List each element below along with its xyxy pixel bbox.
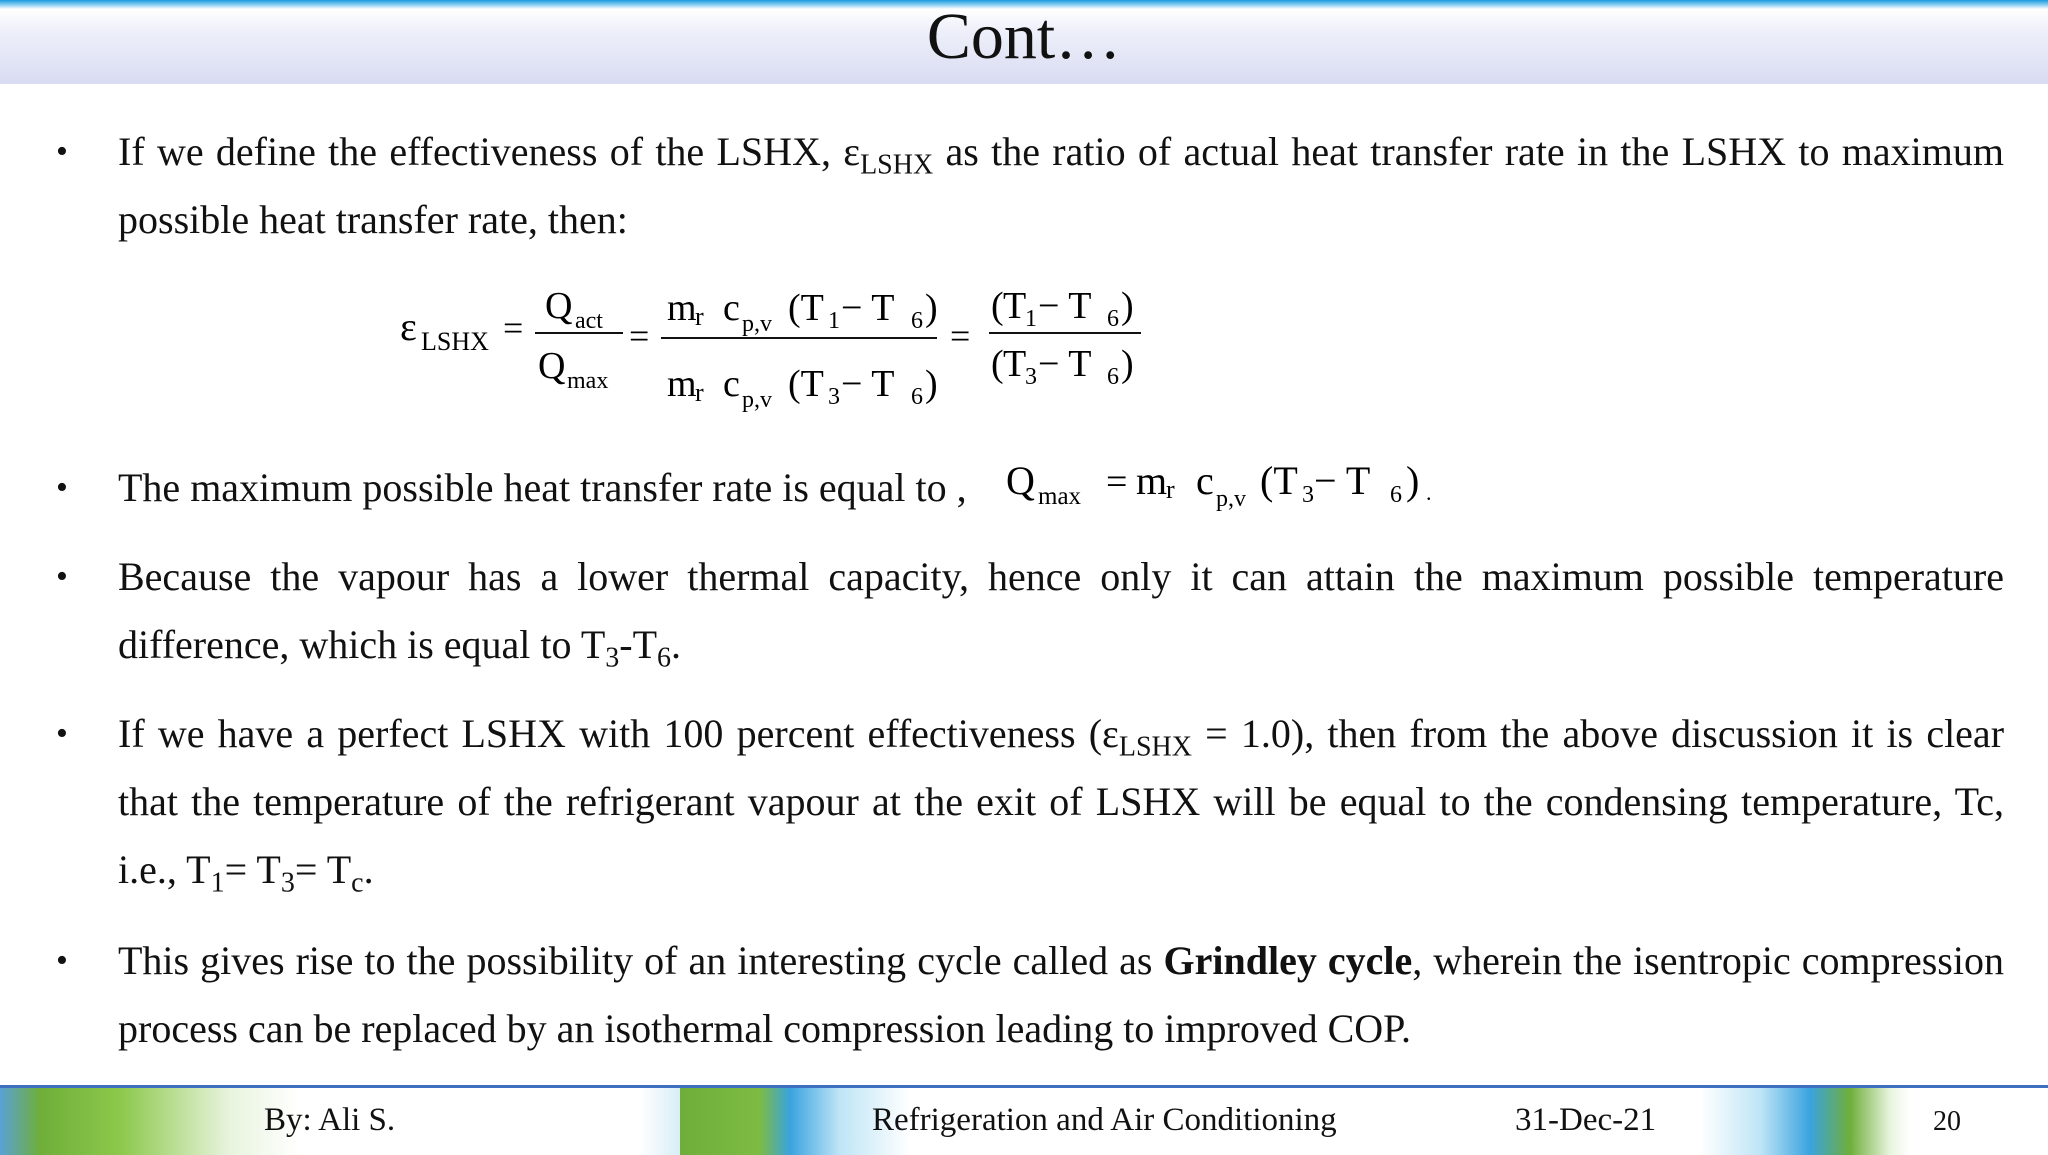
formula-rhs-den-t3-sub: 3	[1025, 364, 1037, 390]
formula-epsilon: ε	[400, 304, 417, 349]
slide-footer	[0, 1085, 2048, 1155]
formula-rhs-num-t6: − T	[1038, 285, 1092, 327]
formula-num-t1: (T	[788, 287, 824, 329]
formula-rhs-den-t3: T	[1003, 343, 1027, 385]
qmax-close: )	[1406, 458, 1420, 503]
effectiveness-formula	[395, 268, 1155, 423]
formula-rhs-den-close: )	[1121, 343, 1134, 385]
formula-num-c-sub: p,v	[742, 311, 772, 337]
grindley-cycle-term: Grindley cycle	[1163, 938, 1413, 983]
qmax-q-sub: max	[1038, 483, 1082, 510]
formula-num-t6: − T	[841, 287, 895, 329]
formula-rhs-den-t6-sub: 6	[1107, 364, 1119, 390]
formula-den-c-sub: p,v	[742, 387, 772, 413]
formula-rhs-den-t6: − T	[1038, 343, 1092, 385]
qmax-c-sub: p,v	[1216, 486, 1246, 512]
footer-date: 31-Dec-21	[1515, 1102, 1657, 1138]
formula-rhs-num-t1: T	[1003, 285, 1027, 327]
formula-num-r: r	[695, 302, 704, 331]
bullet-dot: •	[56, 133, 68, 170]
formula-num-close: )	[925, 287, 938, 329]
slide-title: Cont…	[926, 0, 1122, 73]
formula-num-t1-sub: 1	[828, 308, 840, 334]
formula-q-act: Q	[545, 285, 573, 327]
qmax-t6: − T	[1314, 458, 1371, 503]
formula-eq-3: =	[950, 316, 971, 356]
qmax-t6-sub: 6	[1390, 482, 1402, 508]
bullet-perfect-lshx: • If we have a perfect LSHX with 100 percent effectiveness $(\varepsilon_{LSHX} = 1.0)$, then from the above discussion it is clear that the temperature of the refrigerant vapour at the exit of LSHX will be equal to the condensing temperature, Tc, i.e., $T_1= T_3= T_c$.	[118, 700, 2004, 904]
formula-den-t3-sub: 3	[828, 384, 840, 410]
bullet-grindley-cycle: • This gives rise to the possibility of an interesting cycle called as Grindley cycle, wherein the isentropic compression process can be replaced by an isothermal compression leading to improved COP.	[118, 927, 2004, 1063]
formula-eq-1: =	[503, 308, 524, 348]
footer-page-number: 20	[1933, 1106, 1961, 1137]
formula-num-m: m	[667, 287, 697, 329]
qmax-eq: =	[1106, 461, 1128, 503]
formula-rhs-den-open: (	[991, 343, 1004, 385]
bullet-dot: •	[56, 558, 68, 595]
formula-den-close: )	[925, 363, 938, 405]
footer-author: By: Ali S.	[264, 1102, 396, 1138]
formula-den-m: m	[667, 363, 697, 405]
qmax-m: m	[1136, 458, 1168, 503]
footer-course-title: Refrigeration and Air Conditioning	[872, 1102, 1337, 1138]
slide-header	[0, 0, 2048, 84]
formula-rhs-num-t1-sub: 1	[1025, 306, 1037, 332]
formula-rhs-num-t6-sub: 6	[1107, 306, 1119, 332]
formula-den-r: r	[695, 378, 704, 407]
formula-q-max: Q	[538, 345, 566, 387]
bullet-vapour-capacity: • Because the vapour has a lower thermal capacity, hence only it can attain the maximum possible temperature difference, which is equal to $T_3-T_6$.	[118, 543, 2004, 679]
formula-epsilon-sub: LSHX	[421, 327, 489, 356]
bullet-dot: •	[56, 715, 68, 752]
bullet-dot: •	[56, 469, 68, 506]
formula-eq-2: =	[629, 316, 650, 356]
formula-rhs-num-open: (	[991, 285, 1004, 327]
bullet-effectiveness-definition: • If we define the effectiveness of the LSHX, $\varepsilon_{LSHX}$ as the ratio of actual heat transfer rate in the LSHX to maximum possible heat transfer rate, then:	[118, 118, 2004, 254]
qmax-t3: (T	[1260, 458, 1298, 503]
qmax-q: Q	[1006, 458, 1035, 503]
formula-q-max-sub: max	[567, 368, 609, 394]
qmax-m-r: r	[1166, 475, 1175, 504]
qmax-formula	[1002, 448, 1462, 523]
formula-den-t3: (T	[788, 363, 824, 405]
formula-den-t6-sub: 6	[911, 384, 923, 410]
qmax-c: c	[1196, 458, 1214, 503]
formula-rhs-num-close: )	[1121, 285, 1134, 327]
qmax-t3-sub: 3	[1302, 482, 1314, 508]
formula-q-act-sub: act	[575, 308, 603, 334]
bullet-max-heat-transfer: • The maximum possible heat transfer rate is equal to ,	[118, 454, 2004, 522]
formula-den-c: c	[723, 363, 740, 405]
formula-num-t6-sub: 6	[911, 308, 923, 334]
formula-num-c: c	[723, 287, 740, 329]
bullet-dot: •	[56, 942, 68, 979]
qmax-period: .	[1426, 480, 1432, 505]
formula-den-t6: − T	[841, 363, 895, 405]
